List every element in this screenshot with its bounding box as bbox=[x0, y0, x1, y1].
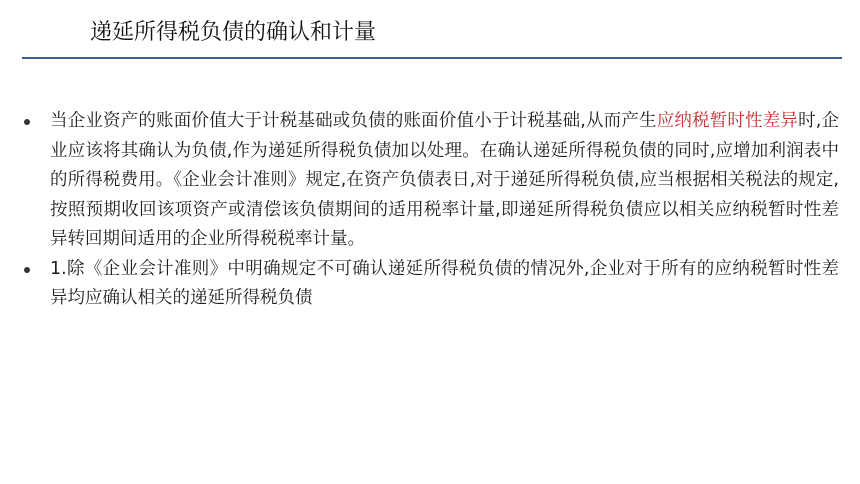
bullet-list bbox=[24, 107, 839, 314]
bullet-2-text: 1.除《企业会计准则》中明确规定不可确认递延所得税负债的情况外,企业对于所有的应纳税暂时性差异均应确认相关的递延所得税负债 bbox=[50, 258, 839, 308]
bullet-dot-icon bbox=[24, 119, 30, 125]
bullet-1-text-before: 当企业资产的账面价值大于计税基础或负债的账面价值小于计税基础,从而产生 bbox=[50, 111, 657, 131]
bullet-dot-icon bbox=[24, 267, 30, 273]
bullet-1-text-after: 时,企业应该将其确认为负债,作为递延所得税负债加以处理。在确认递延所得税负债的同时,应增加利润表中的所得税费用。《企业会计准则》规定,在资产负债表日,对于递延所得税负债,应当根据相关税法的规定,按照预期收回该项资产或清偿该负债期间的适用税率计量,即递延所得税负债应以相关应纳税暂时性差异转回期间适用的企业所得税税率计量。 bbox=[50, 111, 840, 249]
slide-title: 递延所得税负债的确认和计量 bbox=[90, 20, 377, 45]
title-divider bbox=[22, 57, 842, 59]
highlighted-term: 应纳税暂时性差异 bbox=[656, 111, 799, 131]
bullet-item-2 bbox=[24, 255, 839, 314]
bullet-item-1 bbox=[24, 107, 839, 255]
